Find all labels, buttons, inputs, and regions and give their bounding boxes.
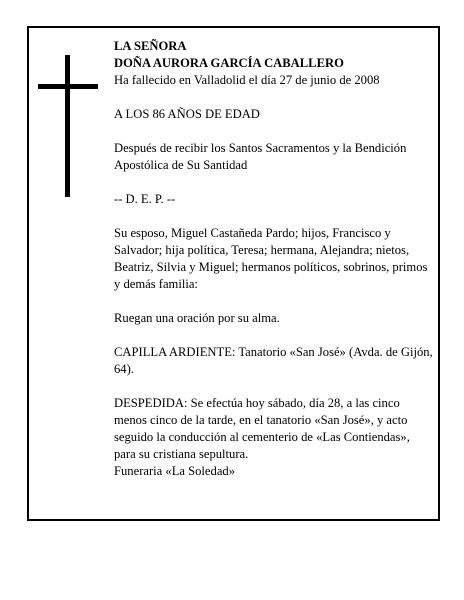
chapel-paragraph bbox=[114, 344, 434, 378]
family-paragraph: Su esposo, Miguel Castañeda Pardo; hijos, Francisco y Salvador; hija política, Teresa; hermana, Alejandra; nietos, Beatriz, Silvia y Miguel; hermanos políticos, sobrinos, primos y demás familia: bbox=[114, 226, 428, 291]
funeral-home: Funeraria «La Soledad» bbox=[114, 464, 235, 478]
obituary-text bbox=[114, 38, 434, 480]
farewell-paragraph bbox=[114, 395, 434, 463]
title-line-1: LA SEÑORA bbox=[114, 39, 187, 53]
prayer-line: Ruegan una oración por su alma. bbox=[114, 311, 280, 325]
cross-icon-horizontal-bar bbox=[38, 84, 98, 89]
deceased-name: DOÑA AURORA GARCÍA CABALLERO bbox=[114, 56, 344, 70]
age-line: A LOS 86 AÑOS DE EDAD bbox=[114, 107, 260, 121]
chapel-text: Tanatorio «San José» (Avda. de Gijón, 64). bbox=[114, 345, 433, 376]
farewell-label: DESPEDIDA: bbox=[114, 396, 188, 410]
rip-line: -- D. E. P. -- bbox=[114, 192, 176, 206]
farewell-text: Se efectúa hoy sábado, día 28, a las cinco menos cinco de la tarde, en el tanatorio «San José», y acto seguido la conducción al cementerio de «Las Contiendas», para su cristiana sepultura. bbox=[114, 396, 410, 461]
cross-icon-vertical-bar bbox=[65, 55, 70, 197]
sacraments-line: Después de recibir los Santos Sacramentos y la Bendición Apostólica de Su Santidad bbox=[114, 141, 407, 172]
death-line: Ha fallecido en Valladolid el día 27 de junio de 2008 bbox=[114, 73, 380, 87]
chapel-label: CAPILLA ARDIENTE: bbox=[114, 345, 236, 359]
